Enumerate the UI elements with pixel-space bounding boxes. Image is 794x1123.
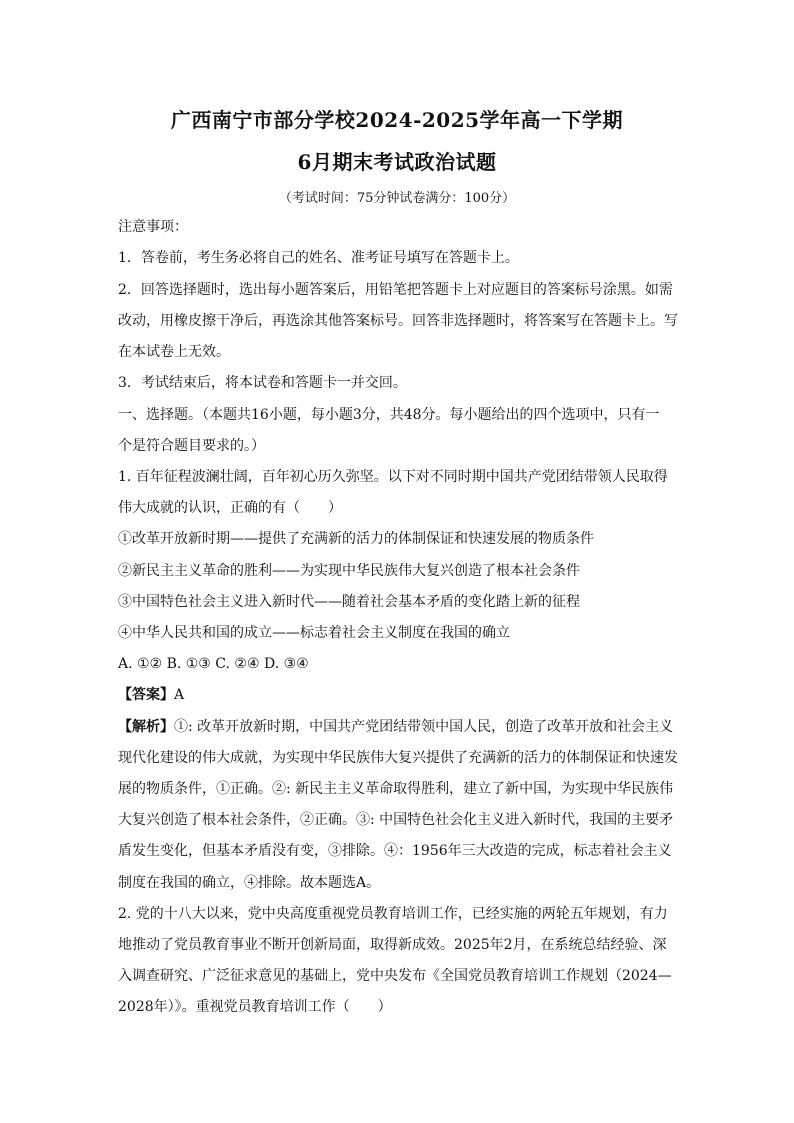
notice-line: 1．答卷前，考生务必将自己的姓名、准考证号填写在答题卡上。 [118,250,519,266]
q2-stem: 地推动了党员教育事业不断开创新局面，取得新成效。2025年2月，在系统总结经验、深 [118,937,667,953]
exam-title-line1: 广西南宁市部分学校2024-2025学年高一下学期 [170,108,624,132]
q2-stem: 2028年）》。重视党员教育培训工作（ ） [118,999,392,1015]
q1-stem: 伟大成就的认识，正确的有（ ） [118,500,342,516]
section-heading: 一、选择题。（本题共16小题，每小题3分，共48分。每小题给出的四个选项中，只有一 [118,407,660,423]
q1-item: ②新民主主义革命的胜利——为实现中华民族伟大复兴创造了根本社会条件 [118,563,580,579]
q1-item: ①改革开放新时期——提供了充满新的活力的体制保证和快速发展的物质条件 [118,531,594,547]
q1-stem: 1. 百年征程波澜壮阔，百年初心历久弥坚。以下对不同时期中国共产党团结带领人民取得 [118,469,668,485]
q1-analysis: 现代化建设的伟大成就，为实现中华民族伟大复兴提供了充满新的活力的体制保证和快速发 [118,750,678,766]
notice-line: 在本试卷上无效。 [118,344,230,360]
q1-analysis: 大复兴创造了根本社会条件，②正确。③: 中国特色社会化主义进入新时代，我国的主要矛 [118,812,674,828]
q1-answer [118,685,184,705]
q2-stem: 2. 党的十八大以来，党中央高度重视党员教育培训工作，已经实施的两轮五年规划，有力 [118,906,668,922]
analysis-text: ①: 改革开放新时期，中国共产党团结带领中国人民，创造了改革开放和社会主义 [174,719,674,735]
analysis-label: 【解析】 [118,719,174,735]
notice-line: 改动，用橡皮擦干净后，再选涂其他答案标号。回答非选择题时，将答案写在答题卡上。写 [118,313,678,329]
q1-analysis: 制度在我国的确立，④排除。故本题选A。 [118,875,381,891]
exam-title-line2: 6月期末考试政治试题 [297,150,497,174]
notice-heading: 注意事项： [118,219,188,235]
exam-subtitle: （考试时间：75分钟试卷满分：100分） [278,191,516,206]
notice-line: 2．回答选择题时，选出每小题答案后，用铅笔把答题卡上对应题目的答案标号涂黑。如需 [118,282,673,298]
q2-stem: 入调查研究、广泛征求意见的基础上，党中央发布《全国党员教育培训工作规划（2024— [118,968,672,984]
answer-label: 【答案】 [118,687,174,703]
section-heading: 个是符合题目要求的。） [118,438,265,454]
q1-item: ④中华人民共和国的成立——标志着社会主义制度在我国的确立 [118,625,510,641]
q1-analysis [118,717,673,737]
q1-analysis: 盾发生变化，但基本矛盾没有变，③排除。④：1956年三大改造的完成，标志着社会主义 [118,843,672,859]
answer-value: A [174,687,185,703]
q1-analysis: 展的物质条件，①正确。②: 新民主主义革命取得胜利，建立了新中国，为实现中华民族伟 [118,781,674,797]
notice-line: 3．考试结束后，将本试卷和答题卡一并交回。 [118,375,407,391]
q1-item: ③中国特色社会主义进入新时代——随着社会基本矛盾的变化踏上新的征程 [118,594,580,610]
q1-options: A. ①② B. ①③ C. ②④ D. ③④ [118,656,309,672]
